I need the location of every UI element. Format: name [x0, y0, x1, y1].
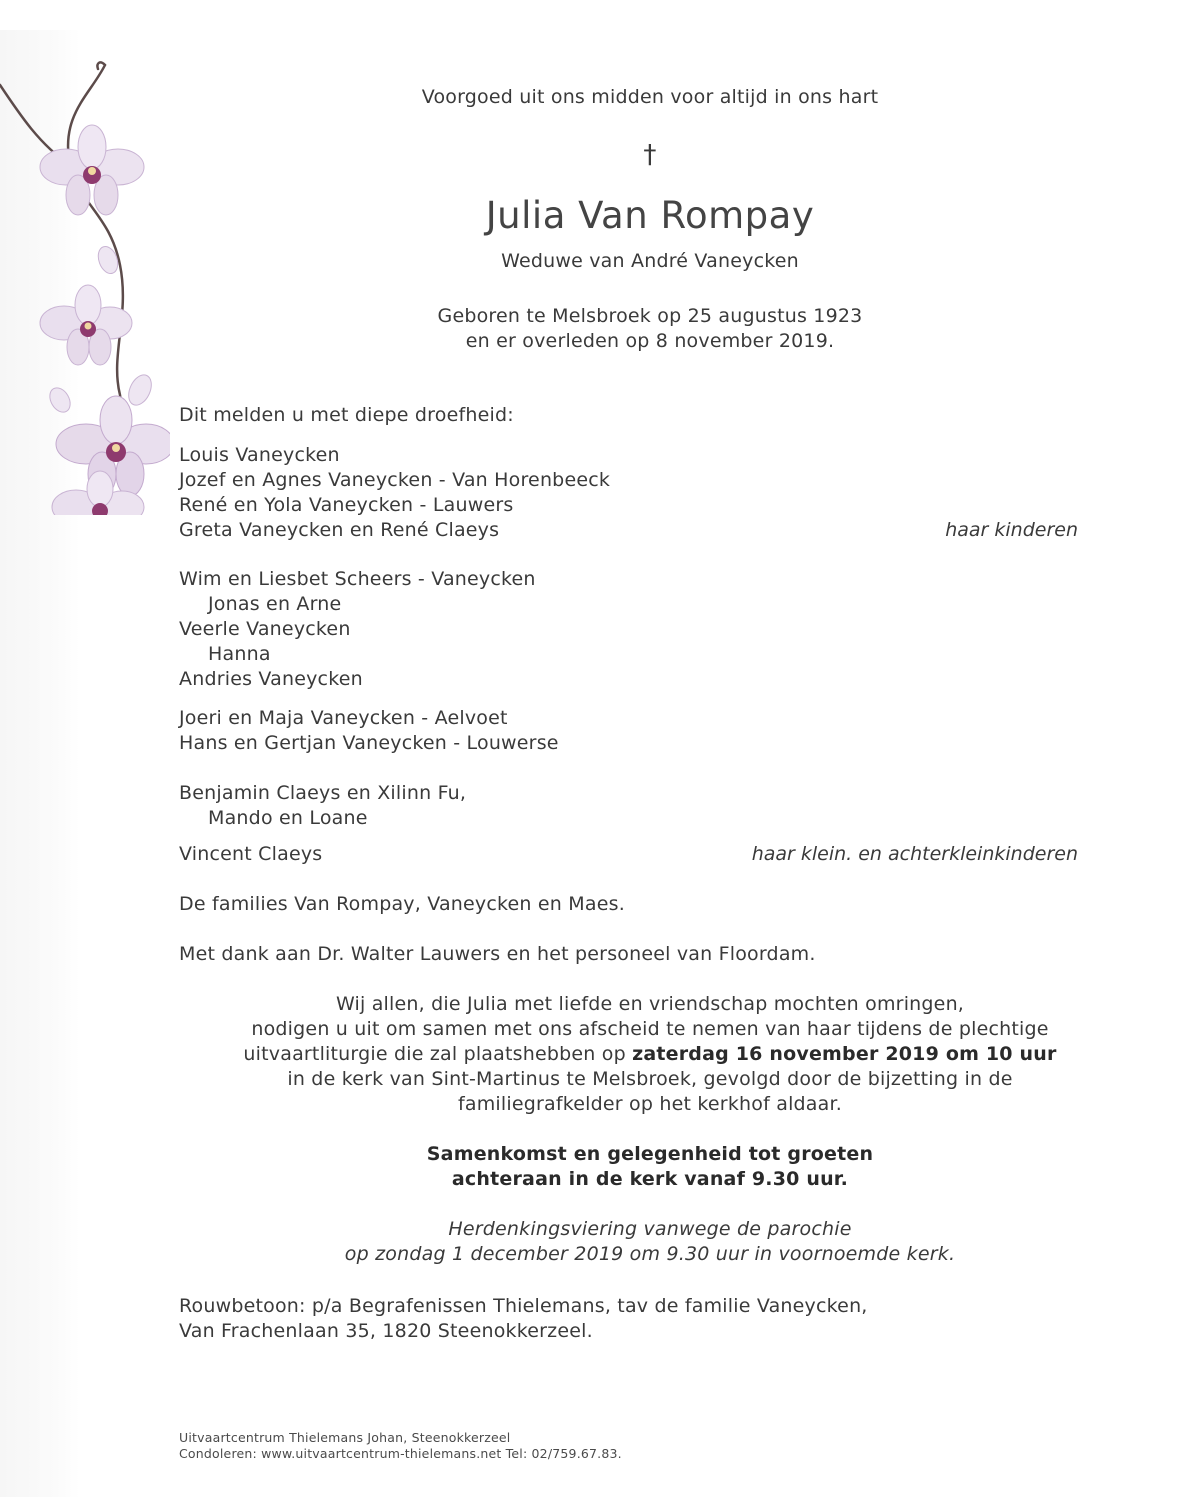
- invitation-line-5: familiegrafkelder op het kerkhof aldaar.: [457, 1093, 842, 1115]
- orchid-flower-decoration: [0, 55, 170, 515]
- child-4: Greta Vaneycken en René Claeys: [179, 519, 500, 541]
- motto: Voorgoed uit ons midden voor altijd in ons hart: [421, 86, 879, 108]
- remembrance-line-2: op zondag 1 december 2019 om 9.30 uur in voornoemde kerk.: [344, 1243, 956, 1265]
- remembrance-line-1: Herdenkingsviering vanwege de parochie: [448, 1218, 852, 1240]
- invitation-line-1: Wij allen, die Julia met liefde en vriendschap mochten omringen,: [335, 993, 965, 1015]
- child-1: Louis Vaneycken: [179, 444, 340, 466]
- children-role: haar kinderen: [945, 519, 1078, 541]
- grandchild-6: Benjamin Claeys en Xilinn Fu,: [179, 782, 467, 804]
- greatgrandchild-3: Mando en Loane: [208, 807, 368, 829]
- gathering-line-1: Samenkomst en gelegenheid tot groeten: [426, 1143, 874, 1165]
- deceased-name: Julia Van Rompay: [485, 194, 815, 237]
- invitation-line-4: in de kerk van Sint-Martinus te Melsbroek, gevolgd door de bijzetting in de: [287, 1068, 1013, 1090]
- footer-line-1: Uitvaartcentrum Thielemans Johan, Steenokkerzeel: [179, 1430, 511, 1445]
- invitation-line-3-prefix: uitvaartliturgie die zal plaatshebben op: [243, 1043, 633, 1065]
- spouse-line: Weduwe van André Vaneycken: [501, 250, 799, 272]
- footer-line-2: Condoleren: www.uitvaartcentrum-thielemans.net Tel: 02/759.67.83.: [179, 1446, 622, 1461]
- gathering-line-2: achteraan in de kerk vanaf 9.30 uur.: [451, 1168, 849, 1190]
- grandchild-5: Hans en Gertjan Vaneycken - Louwerse: [179, 732, 559, 754]
- invitation-line-3: [0, 1043, 1177, 1065]
- condolence-address-line-2: Van Frachenlaan 35, 1820 Steenokkerzeel.: [179, 1320, 593, 1342]
- grandchild-3: Andries Vaneycken: [179, 668, 363, 690]
- announcement: Dit melden u met diepe droefheid:: [179, 404, 514, 426]
- cross-icon: †: [643, 140, 657, 170]
- child-2: Jozef en Agnes Vaneycken - Van Horenbeeck: [179, 469, 611, 491]
- grandchild-4: Joeri en Maja Vaneycken - Aelvoet: [179, 707, 508, 729]
- death-line: en er overleden op 8 november 2019.: [465, 330, 835, 352]
- condolence-address-line-1: Rouwbetoon: p/a Begrafenissen Thielemans, tav de familie Vaneycken,: [179, 1295, 868, 1317]
- grandchild-1: Wim en Liesbet Scheers - Vaneycken: [179, 568, 536, 590]
- greatgrandchild-2: Hanna: [208, 643, 271, 665]
- grandchild-2: Veerle Vaneycken: [179, 618, 351, 640]
- funeral-date-time: zaterdag 16 november 2019 om 10 uur: [632, 1043, 1057, 1065]
- birth-line: Geboren te Melsbroek op 25 augustus 1923: [437, 305, 863, 327]
- invitation-line-2: nodigen u uit om samen met ons afscheid te nemen van haar tijdens de plechtige: [251, 1018, 1049, 1040]
- grandchildren-role: haar klein. en achterkleinkinderen: [751, 843, 1078, 865]
- families-line: De families Van Rompay, Vaneycken en Maes.: [179, 893, 625, 915]
- child-3: René en Yola Vaneycken - Lauwers: [179, 494, 514, 516]
- thanks-line: Met dank aan Dr. Walter Lauwers en het personeel van Floordam.: [179, 943, 816, 965]
- greatgrandchild-1: Jonas en Arne: [208, 593, 342, 615]
- grandchild-7: Vincent Claeys: [179, 843, 323, 865]
